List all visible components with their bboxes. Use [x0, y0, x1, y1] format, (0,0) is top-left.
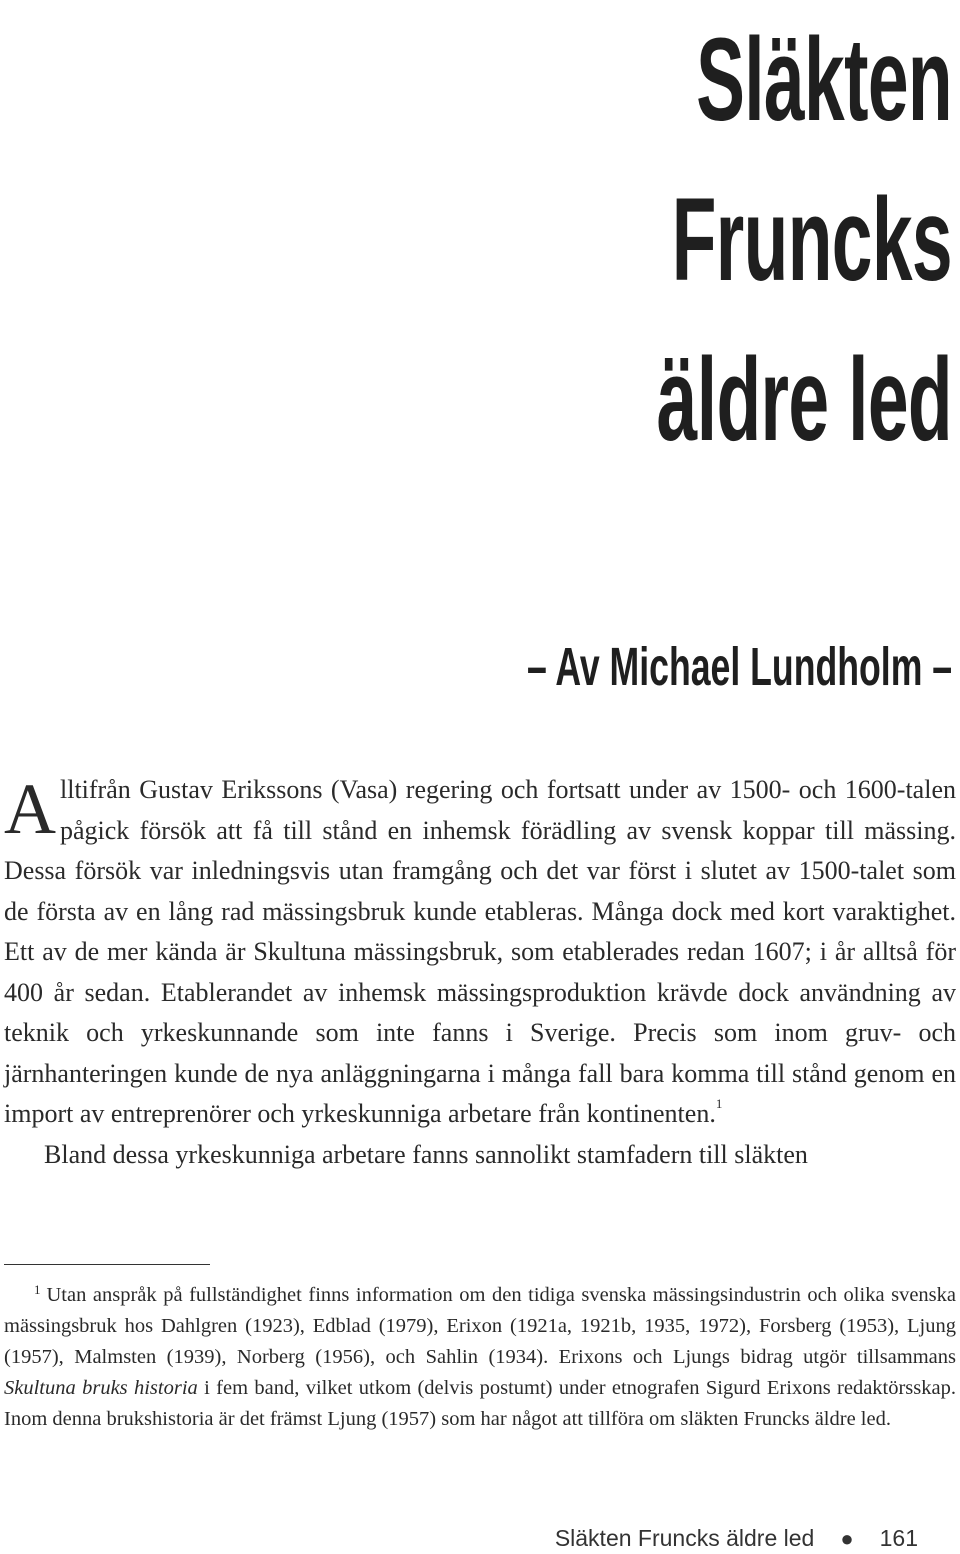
body-text	[4, 770, 956, 1175]
chapter-title	[312, 0, 952, 480]
chapter-title-line-2: äldre led	[656, 334, 952, 466]
footnote-text-b: i fem band, vilket utkom (delvis postumt) under etnografen Sigurd Erixons redaktörsskap. Inom denna brukshistoria är det främst Ljung (1957) som har något att tillföra om släkten Fruncks äldre led.	[4, 1377, 956, 1430]
page-number: 161	[879, 1525, 918, 1551]
footnote-text-a: Utan anspråk på fullständighet finns information om den tidiga svenska mässingsindustrin och olika svenska mässingsbruk hos Dahlgren (1923), Edblad (1979), Erixon (1921a, 1921b, 1935, 1972), Forsberg (1953), Ljung (1957), Malmsten (1939), Norberg (1956), och Sahlin (1934). Erixons och Ljungs bidrag utgör tillsammans	[4, 1284, 956, 1368]
footnote	[4, 1274, 956, 1435]
paragraph-1-text: lltifrån Gustav Erikssons (Vasa) regering och fortsatt under av 1500- och 1600-talen pågick försök att få till stånd en inhemsk förädling av svensk koppar till mässing. Dessa försök var inledningsvis utan framgång och det var först i slutet av 1500-talet som de första av en lång rad mässingsbruk kunde etableras. Många dock med kort varaktighet. Ett av de mer kända är Skultuna mässingsbruk, som etablerades redan 1607; i år alltså för 400 år sedan. Etablerandet av inhemsk mässingsproduktion krävde dock användning av teknik och yrkeskunnande som inte fanns i Sverige. Precis som inom gruv- och järnhanteringen kunde de nya anläggningarna i många fall bara komma till stånd genom en import av entreprenörer och yrkeskunniga arbetare från kontinenten.	[4, 775, 956, 1128]
bullet-separator: ●	[840, 1526, 854, 1551]
paragraph-2: Bland dessa yrkeskunniga arbetare fanns sannolikt stamfadern till släkten	[44, 1139, 808, 1169]
footnote-number: 1	[34, 1282, 41, 1297]
footnote-divider	[4, 1264, 210, 1265]
author-byline: – Av Michael Lundholm –	[526, 637, 952, 697]
running-title: Släkten Fruncks äldre led	[554, 1525, 815, 1551]
page-footer	[555, 1523, 918, 1554]
footnote-reference: 1	[715, 1096, 723, 1111]
drop-cap: A	[4, 769, 56, 849]
chapter-title-line-1: Släkten Fruncks	[671, 14, 952, 306]
paragraph-1	[4, 770, 956, 1135]
footnote-book-title: Skultuna bruks historia	[4, 1377, 198, 1399]
